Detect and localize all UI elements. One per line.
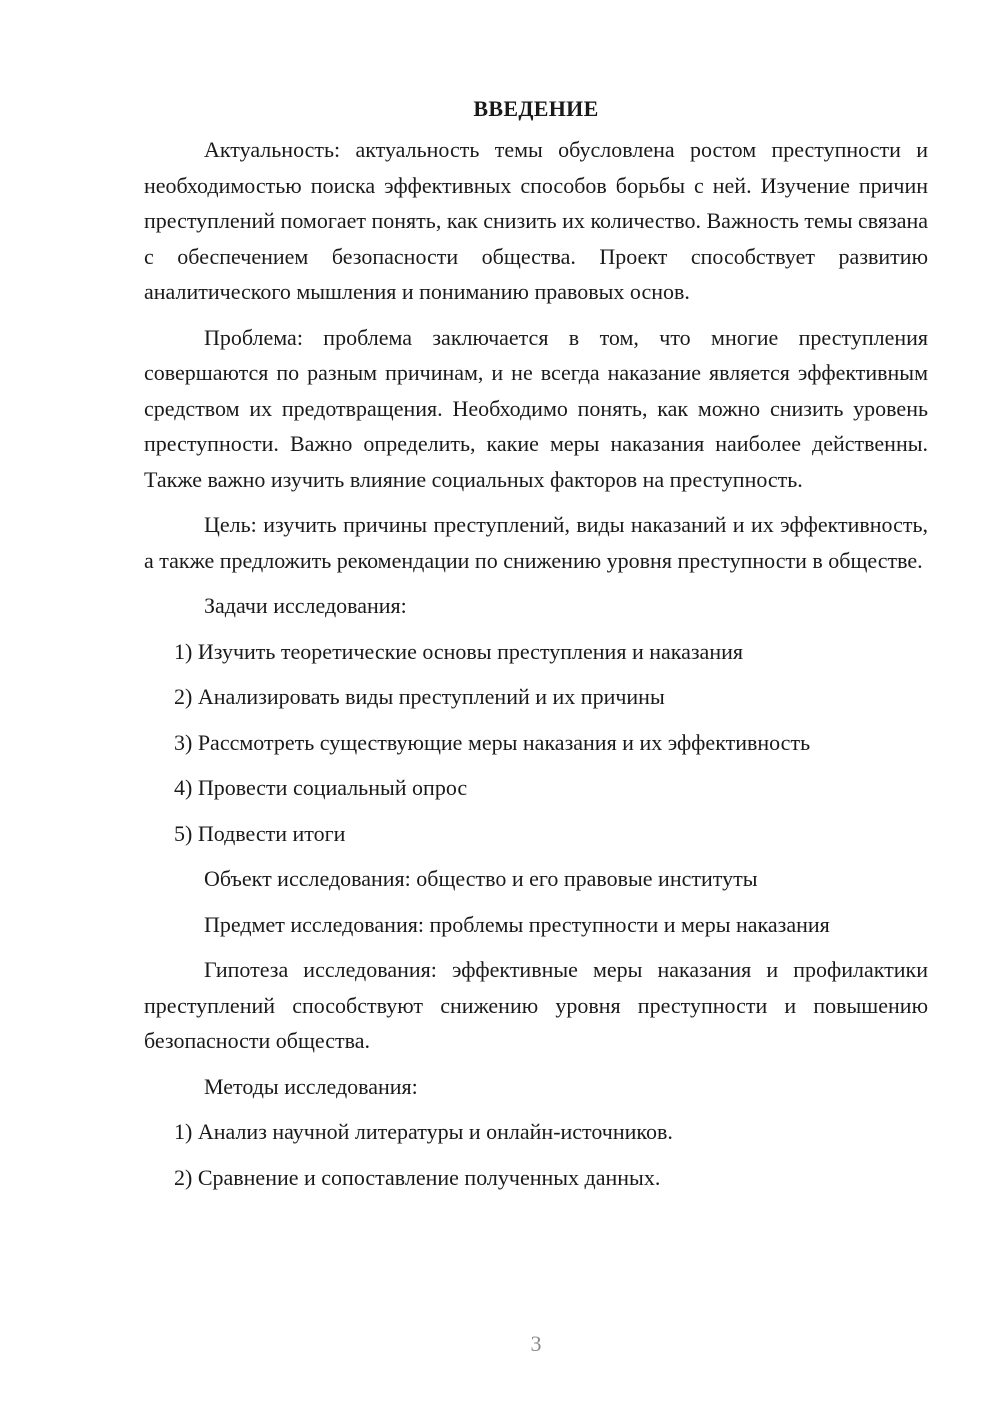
problem-paragraph: Проблема: проблема заключается в том, что многие преступления совершаются по разным причинам, и не всегда наказание является эффективным средством их предотвращения. Необходимо понять, как можно снизить уровень преступности. Важно определить, какие меры наказания наиболее действенны. Также важно изучить влияние социальных факторов на преступность. — [144, 324, 928, 492]
task-item: 1) Изучить теоретические основы преступления и наказания — [174, 638, 743, 664]
goal-paragraph: Цель: изучить причины преступлений, виды наказаний и их эффективность, а также предложить рекомендации по снижению уровня преступности в обществе. — [144, 512, 928, 573]
task-item: 4) Провести социальный опрос — [174, 775, 468, 800]
section-title: ВВЕДЕНИЕ — [473, 96, 599, 121]
relevance-paragraph: Актуальность: актуальность темы обусловлена ростом преступности и необходимостью поиска эффективных способов борьбы с ней. Изучение причин преступлений помогает понять, как снизить их количество. Важность темы связана с обеспечением безопасности общества. Проект способствует развитию аналитического мышления и пониманию правовых основ. — [144, 137, 928, 304]
page-number: 3 — [530, 1331, 542, 1356]
object-line: Объект исследования: общество и его правовые институты — [204, 866, 758, 891]
subject-line: Предмет исследования: проблемы преступности и меры наказания — [204, 911, 830, 937]
task-item: 3) Рассмотреть существующие меры наказания и их эффективность — [174, 729, 811, 755]
methods-heading: Методы исследования: — [204, 1073, 418, 1099]
hypothesis-paragraph: Гипотеза исследования: эффективные меры наказания и профилактики преступлений способствуют снижению уровня преступности и повышению безопасности общества. — [144, 957, 928, 1053]
method-item: 1) Анализ научной литературы и онлайн-источников. — [174, 1119, 673, 1144]
document-page — [144, 92, 928, 1205]
method-item: 2) Сравнение и сопоставление полученных данных. — [174, 1164, 661, 1190]
tasks-heading: Задачи исследования: — [204, 593, 407, 618]
task-item: 5) Подвести итоги — [174, 820, 346, 846]
task-item: 2) Анализировать виды преступлений и их причины — [174, 684, 665, 709]
